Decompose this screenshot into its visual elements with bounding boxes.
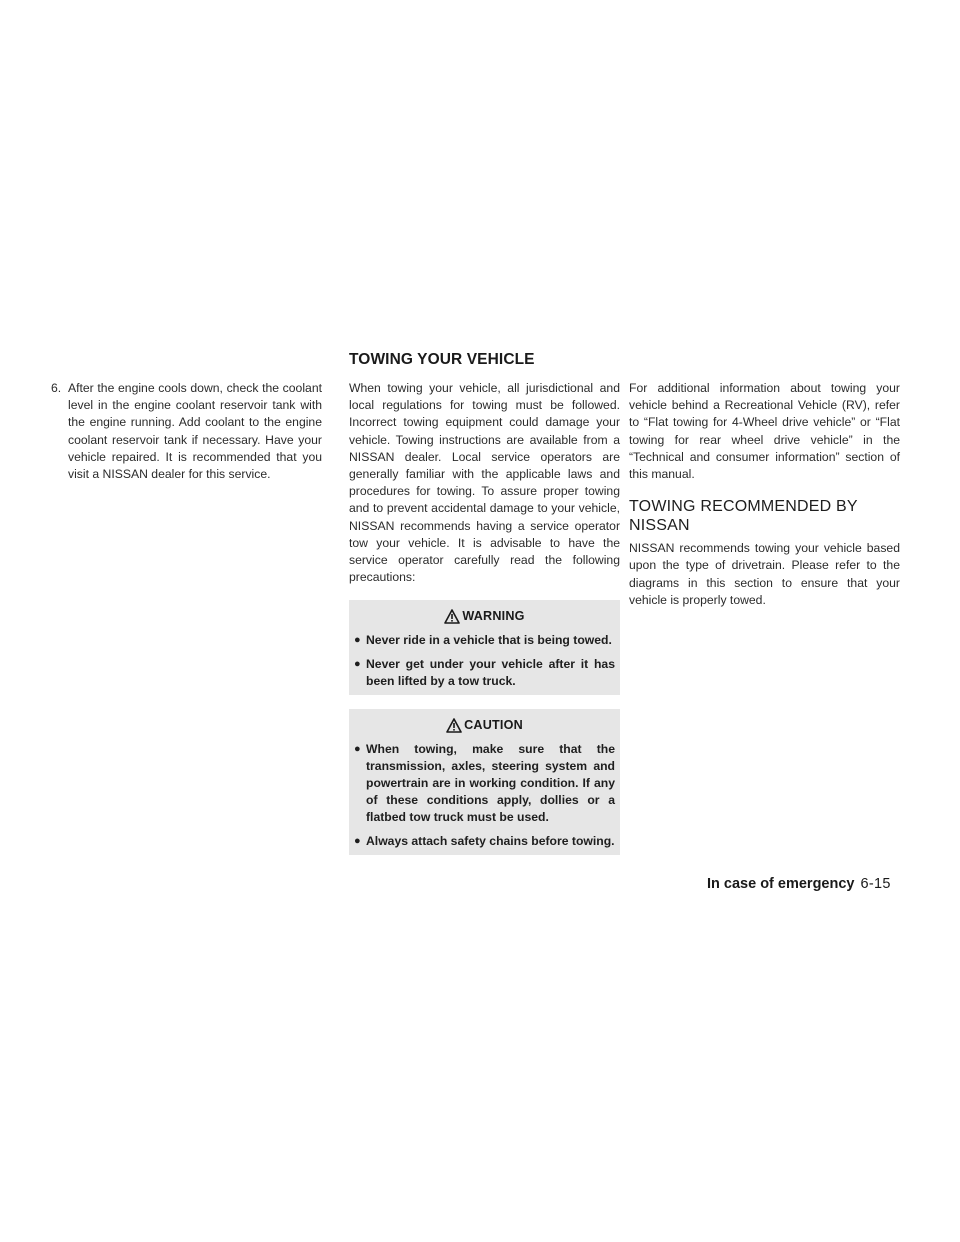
drivetrain-paragraph: NISSAN recommends towing your vehicle based upon the type of drivetrain. Please refer to the diagrams in this section to ensure that your vehicle is properly towed. <box>629 541 900 607</box>
page-footer <box>707 876 891 892</box>
subheading-towing-recommended: TOWING RECOMMENDED BY NISSAN <box>629 498 858 535</box>
caution-list <box>354 741 615 850</box>
section-title: TOWING YOUR VEHICLE <box>349 351 535 368</box>
step-number: 6. <box>51 381 62 395</box>
towing-intro-paragraph: When towing your vehicle, all jurisdictional and local regulations for towing must be followed. Incorrect towing equipment could damage your vehicle. Towing instructions are available from a NISSAN dealer. Local service operators are generally familiar with the applicable laws and procedures for towing. To assure proper towing and to prevent accidental damage to your vehicle, NISSAN recommends having a service operator tow your vehicle. It is advisable to have the service operator carefully read the following precautions: <box>349 381 620 585</box>
column-middle <box>349 380 620 855</box>
caution-item-text: Always attach safety chains before towing. <box>366 834 615 849</box>
bullet-icon: ● <box>354 743 361 756</box>
column-left <box>51 380 322 483</box>
warning-triangle-icon <box>444 609 460 624</box>
chapter-title: In case of emergency <box>707 876 855 892</box>
warning-item-text: Never get under your vehicle after it has been lifted by a tow truck. <box>366 657 615 689</box>
bullet-icon: ● <box>354 658 361 671</box>
caution-triangle-icon <box>446 718 462 733</box>
bullet-icon: ● <box>354 634 361 647</box>
caution-item <box>354 833 615 850</box>
column-right <box>629 380 900 609</box>
warning-list <box>354 632 615 690</box>
warning-item <box>354 656 615 690</box>
warning-item <box>354 632 615 649</box>
warning-title-row <box>354 606 615 626</box>
bullet-icon: ● <box>354 835 361 848</box>
warning-item-text: Never ride in a vehicle that is being towed. <box>366 633 612 648</box>
warning-box <box>349 600 620 695</box>
rv-towing-paragraph: For additional information about towing your vehicle behind a Recreational Vehicle (RV), refer to “Flat towing for 4-Wheel drive vehicle” or “Flat towing for rear wheel drive vehicle” in the “Technical and consumer information” section of this manual. <box>629 381 900 482</box>
warning-title: WARNING <box>462 608 525 623</box>
caution-box <box>349 709 620 855</box>
page-number: 6-15 <box>860 876 891 892</box>
caution-title-row <box>354 715 615 735</box>
caution-item-text: When towing, make sure that the transmission, axles, steering system and powertrain are in working condition. If any of these conditions apply, dollies or a flatbed tow truck must be used. <box>366 742 615 825</box>
numbered-step-6 <box>51 380 322 483</box>
caution-item <box>354 741 615 826</box>
step-text: After the engine cools down, check the coolant level in the engine coolant reservoir tank with the engine running. Add coolant to the engine coolant reservoir tank if necessary. Have your vehicle repaired. It is recommended that you visit a NISSAN dealer for this service. <box>68 381 322 482</box>
caution-title: CAUTION <box>464 717 523 732</box>
